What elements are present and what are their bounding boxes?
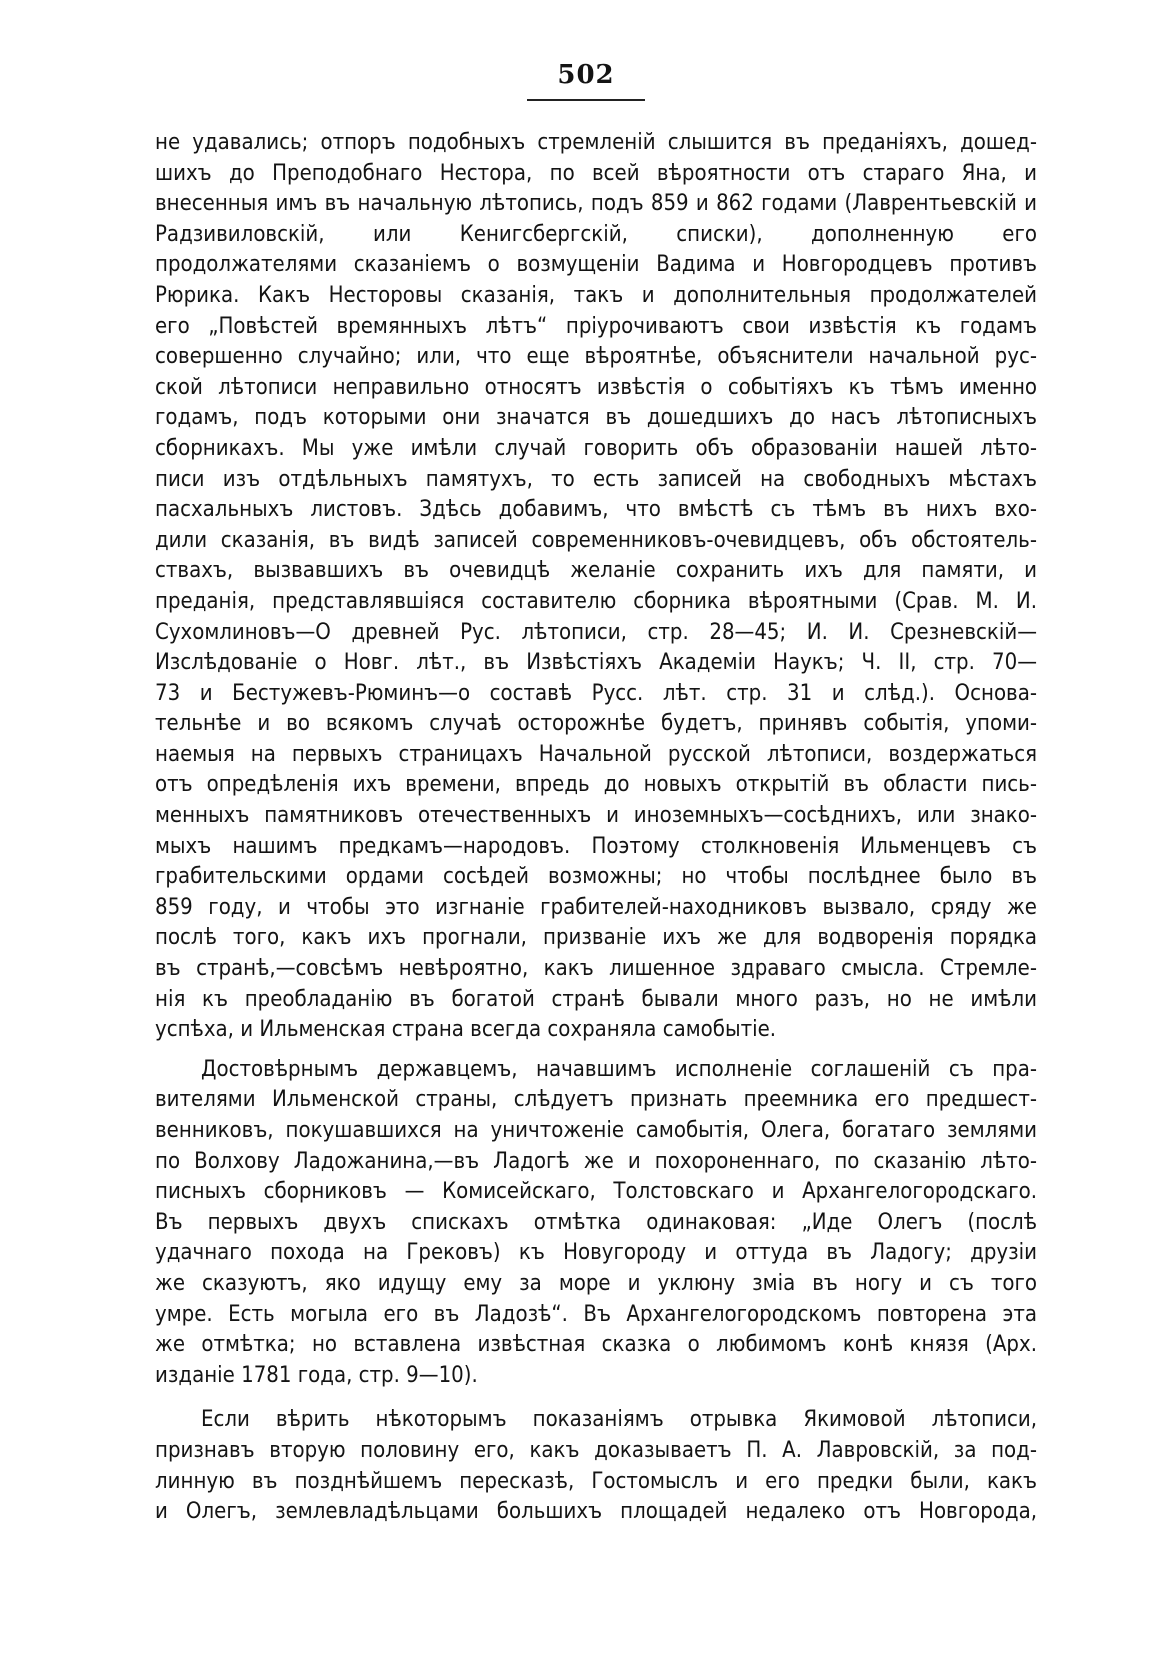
text-line: преданія, представлявшіяся составителю сборника вѣроятными (Срав. М. И.	[155, 588, 1037, 614]
text-line: шихъ до Преподобнаго Нестора, по всей вѣроятности отъ стараго Яна, и	[155, 160, 1037, 186]
text-line: линную въ позднѣйшемъ пересказѣ, Гостомыслъ и его предки были, какъ	[155, 1468, 1037, 1494]
text-line: же сказуютъ, яко идущу ему за море и уклюну зміа въ ногу и съ того	[155, 1270, 1037, 1296]
text-line: Достовѣрнымъ державцемъ, начавшимъ исполненіе соглашеній съ пра-	[201, 1056, 1037, 1082]
body-text	[155, 128, 1037, 1528]
text-line: Въ первыхъ двухъ спискахъ отмѣтка одинаковая: „Иде Олегъ (послѣ	[155, 1209, 1037, 1235]
paragraph-2	[155, 1055, 1037, 1392]
text-line: продолжателями сказаніемъ о возмущеніи Вадима и Новгородцевъ противъ	[155, 252, 1037, 278]
text-line: грабительскими ордами сосѣдей возможны; но чтобы послѣднее было въ	[155, 864, 1037, 890]
text-line: послѣ того, какъ ихъ прогнали, призваніе ихъ же для водворенія порядка	[155, 925, 1037, 951]
text-line: внесенныя имъ въ начальную лѣтопись, подъ 859 и 862 годами (Лаврентьевскій и Радзивиловскій, или Кенигсбергскій, списки), дополненную его	[155, 191, 1037, 247]
text-line: тельнѣе и во всякомъ случаѣ осторожнѣе будетъ, принявъ событія, упоми-	[155, 711, 1037, 737]
text-line: изданіе 1781 года, стр. 9—10).	[155, 1362, 478, 1388]
text-line: отъ опредѣленія ихъ времени, впредь до новыхъ открытій въ области пись-	[155, 772, 1037, 798]
text-line: и Олегъ, землевладѣльцами большихъ площадей недалеко отъ Новгорода,	[155, 1499, 1037, 1525]
text-line: удачнаго похода на Грековъ) къ Новугороду и оттуда въ Ладогу; друзіи	[155, 1240, 1037, 1266]
text-line: венниковъ, покушавшихся на уничтоженіе самобытія, Олега, богатаго землями	[155, 1118, 1037, 1143]
text-line: мыхъ нашимъ предкамъ—народовъ. Поэтому столкновенія Ильменцевъ съ	[155, 833, 1037, 859]
text-line: сборникахъ. Мы уже имѣли случай говорить объ образованіи нашей лѣто-	[155, 435, 1037, 461]
text-line: признавъ вторую половину его, какъ доказываетъ П. А. Лавровскій, за под-	[155, 1437, 1037, 1463]
page-number-rule	[527, 99, 645, 101]
text-line: нія къ преобладанію въ богатой странѣ бывали много разъ, но не имѣли	[155, 986, 1037, 1012]
text-line: годамъ, подъ которыми они значатся въ дошедшихъ до насъ лѣтописныхъ	[155, 405, 1037, 431]
text-line: вителями Ильменской страны, слѣдуетъ признать преемника его предшест-	[155, 1087, 1037, 1113]
text-line: Рюрика. Какъ Несторовы сказанія, такъ и дополнительныя продолжателей	[155, 282, 1037, 308]
text-line: умре. Есть могыла его въ Ладозѣ“. Въ Архангелогородскомъ повторена эта	[155, 1301, 1037, 1327]
text-line: пасхальныхъ листовъ. Здѣсь добавимъ, что вмѣстѣ съ тѣмъ въ нихъ вхо-	[155, 497, 1037, 523]
text-line: его „Повѣстей времянныхъ лѣтъ“ пріурочиваютъ свои извѣстія къ годамъ	[155, 313, 1037, 339]
paragraph-1	[155, 128, 1037, 1046]
text-line: Сухомлиновъ—О древней Рус. лѣтописи, стр. 28—45; И. И. Срезневскій—	[155, 619, 1037, 645]
text-line: наемыя на первыхъ страницахъ Начальной русской лѣтописи, воздержаться	[155, 741, 1037, 767]
text-line: ствахъ, вызвавшихъ въ очевидцѣ желаніе сохранить ихъ для памяти, и	[155, 558, 1037, 584]
text-line: совершенно случайно; или, что еще вѣроятнѣе, объяснители начальной рус-	[155, 344, 1037, 370]
text-line: дили сказанія, въ видѣ записей современниковъ-очевидцевъ, объ обстоятель-	[155, 527, 1037, 553]
text-line: писи изъ отдѣльныхъ памятухъ, то есть записей на свободныхъ мѣстахъ	[155, 466, 1037, 492]
page-number: 502	[557, 60, 615, 90]
text-line: по Волхову Ладожанина,—въ Ладогѣ же и похороненнаго, по сказанію лѣто-	[155, 1148, 1037, 1174]
text-line: 73 и Бестужевъ-Рюминъ—о составѣ Русс. лѣт. стр. 31 и слѣд.). Основа-	[155, 680, 1037, 706]
text-line: 859 году, и чтобы это изгнаніе грабителей-находниковъ вызвало, сряду же	[155, 894, 1037, 920]
text-line: не удавались; отпоръ подобныхъ стремленій слышится въ преданіяхъ, дошед-	[155, 130, 1037, 155]
text-line: Изслѣдованіе о Новг. лѣт., въ Извѣстіяхъ Академіи Наукъ; Ч. II, стр. 70—	[155, 650, 1037, 676]
text-line: Если вѣрить нѣкоторымъ показаніямъ отрывка Якимовой лѣтописи,	[201, 1407, 1037, 1433]
text-line: въ странѣ,—совсѣмъ невѣроятно, какъ лишенное здраваго смысла. Стремле-	[155, 956, 1037, 982]
text-line: же отмѣтка; но вставлена извѣстная сказка о любимомъ конѣ князя (Арх.	[155, 1332, 1037, 1358]
paragraph-3	[155, 1405, 1037, 1527]
text-line: ской лѣтописи неправильно относятъ извѣстія о событіяхъ къ тѣмъ именно	[155, 374, 1037, 400]
text-line: успѣха, и Ильменская страна всегда сохраняла самобытіе.	[155, 1017, 777, 1043]
text-line: менныхъ памятниковъ отечественныхъ и иноземныхъ—сосѣднихъ, или знако-	[155, 803, 1037, 829]
text-line: писныхъ сборниковъ — Комисейскаго, Толстовскаго и Архангелогородскаго.	[155, 1179, 1037, 1205]
